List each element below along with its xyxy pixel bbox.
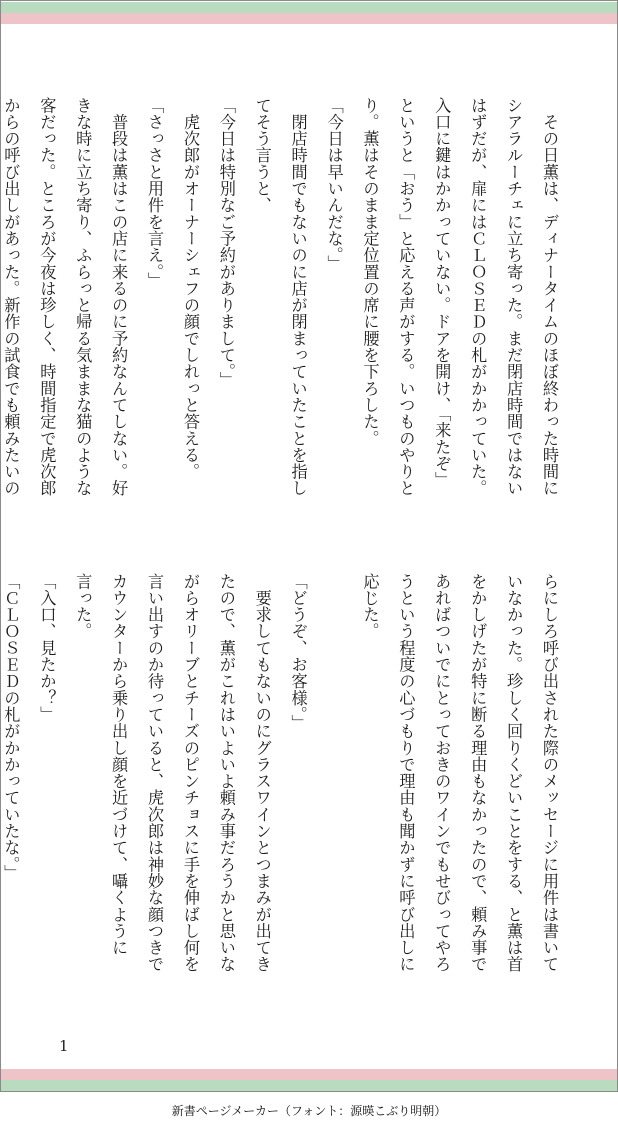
page-number: 1	[59, 1037, 69, 1055]
text-line	[316, 573, 352, 1005]
text-line: がらオリーブとチーズのピンチョスに手を伸ばし何を	[180, 573, 200, 973]
text-line: その日薫は、ディナータイムのほぼ終わった時間に	[540, 97, 559, 497]
text-line: いなかった。珍しく回りくどいことをする、と薫は首	[504, 573, 524, 973]
lower-text-block	[1, 573, 567, 1005]
text-line: からの呼び出しがあった。新作の試食でも頼みたいの	[1, 97, 21, 497]
text-line: 言い出すのか待っていると、虎次郎は神妙な顔つきで	[145, 573, 165, 973]
text-line: てそう言うと、	[252, 97, 272, 214]
top-stripe-pink	[1, 13, 617, 24]
text-line: シアラルーチェに立ち寄った。まだ閉店時間ではない	[504, 97, 524, 497]
text-line: あればついでにとっておきのワインでもせびってやろ	[432, 573, 452, 973]
text-line: をかしげたが特に断る理由もなかったので、頼み事で	[468, 573, 488, 973]
text-line: 「どうぞ、お客様。」	[288, 573, 308, 732]
upper-text-block	[1, 97, 567, 529]
text-line: たので、薫がこれはいよいよ頼み事だろうかと思いな	[216, 573, 236, 973]
top-stripe-green	[1, 2, 617, 13]
text-line: 「今日は特別なご予約がありまして。」	[216, 97, 236, 389]
text-line: カウンターから乗り出し顔を近づけて、囁くように	[109, 573, 129, 956]
text-line: 言った。	[73, 573, 93, 640]
text-line: というと「おう」と応える声がする。いつものやりと	[396, 97, 416, 497]
bottom-stripe-green	[1, 1080, 617, 1091]
text-line: 閉店時間でもないのに店が閉まっていたことを指し	[288, 97, 308, 497]
text-line: はずだが、扉にはＣＬＯＳＥＤの札がかかっていた。	[468, 97, 488, 497]
text-line: 「ＣＬＯＳＥＤの札がかかっていたな。」	[1, 573, 21, 882]
footer-caption: 新書ページメーカー（フォント：源暎こぶり明朝）	[171, 1104, 447, 1118]
text-line: 要求してもないのにグラスワインとつまみが出てき	[252, 573, 272, 973]
text-line: 「入口、見たか？」	[37, 573, 57, 723]
text-line: 入口に鍵はかかっていない。ドアを開け、「来たぞ」	[432, 97, 452, 489]
text-line: 普段は薫はこの店に来るのに予約なんてしない。好	[109, 97, 129, 497]
text-line: 虎次郎がオーナーシェフの顔でしれっと答える。	[180, 97, 200, 480]
bottom-stripe-pink	[1, 1069, 617, 1080]
text-line: らにしろ呼び出された際のメッセージに用件は書いて	[540, 573, 559, 973]
text-line: きな時に立ち寄り、ふらっと帰る気ままな猫のような	[73, 97, 93, 497]
text-line: 応じた。	[360, 573, 380, 640]
text-line: り。薫はそのまま定位置の席に腰を下ろした。	[360, 97, 380, 447]
text-line: 客だった。ところが今夜は珍しく、時間指定で虎次郎	[37, 97, 57, 497]
text-line: 「さっさと用件を言え。」	[145, 97, 165, 289]
text-line: うという程度の心づもりで理由も聞かずに呼び出しに	[396, 573, 416, 973]
text-line: 「今日は早いんだな。」	[324, 97, 344, 273]
